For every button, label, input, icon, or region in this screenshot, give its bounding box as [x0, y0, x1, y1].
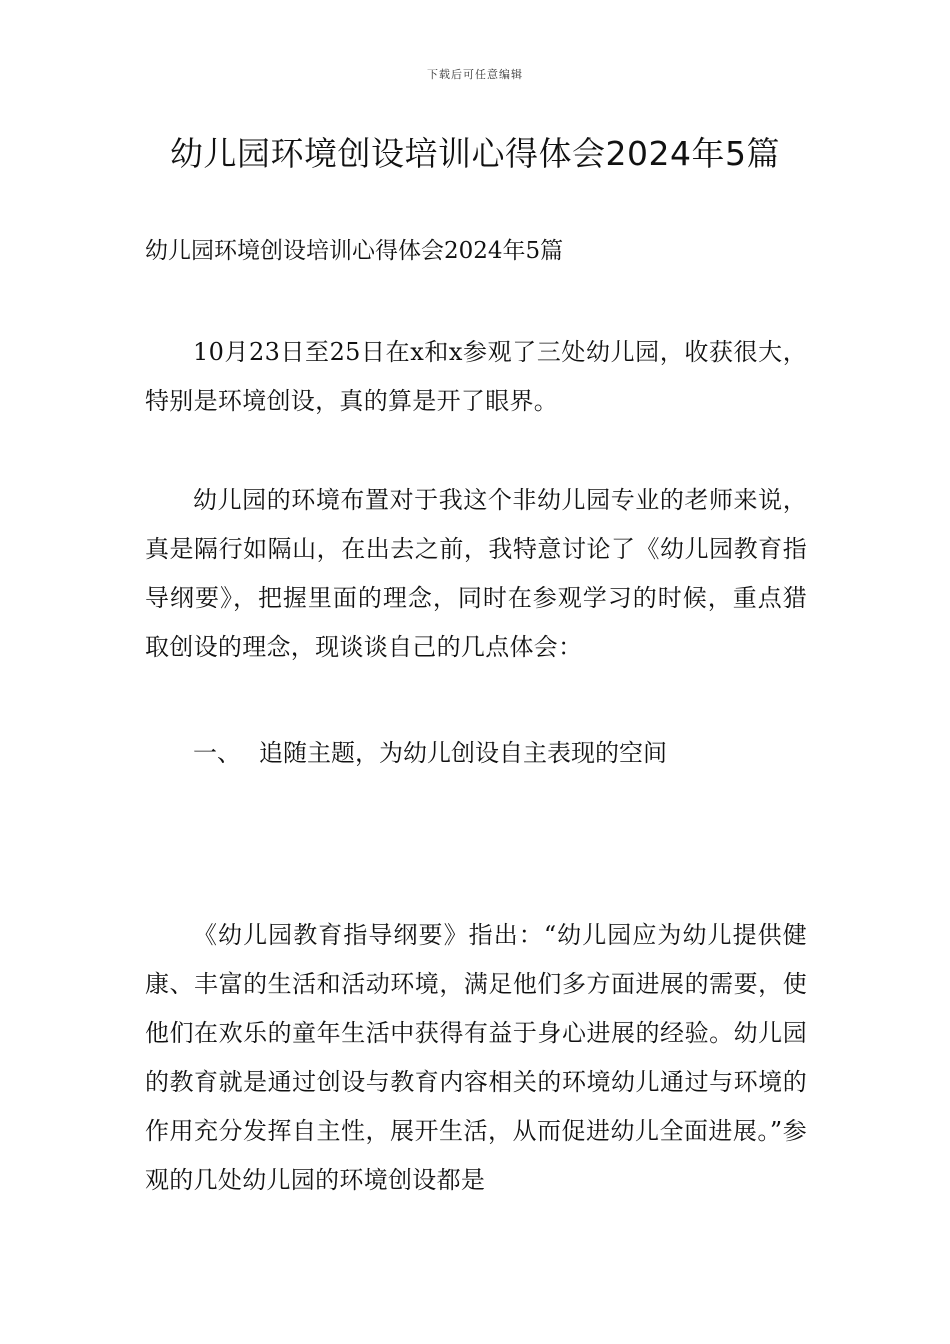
document-subtitle: 幼儿园环境创设培训心得体会2024年5篇: [145, 238, 564, 264]
header-note: 下载后可任意编辑: [427, 68, 523, 81]
paragraph-1: 10月23日至25日在x和x参观了三处幼儿园，收获很大，特别是环境创设，真的算是开了眼界。: [145, 338, 807, 415]
section-number: 一、: [193, 739, 241, 767]
document-title: 幼儿园环境创设培训心得体会2024年5篇: [170, 134, 780, 173]
paragraph-2: 幼儿园的环境布置对于我这个非幼儿园专业的老师来说，真是隔行如隔山，在出去之前，我特意讨论了《幼儿园教育指导纲要》，把握里面的理念，同时在参观学习的时候，重点猎取创设的理念，现谈谈自己的几点体会：: [145, 486, 807, 661]
paragraph-3: 《幼儿园教育指导纲要》指出：“幼儿园应为幼儿提供健康、丰富的生活和活动环境，满足他们多方面进展的需要，使他们在欢乐的童年生活中获得有益于身心进展的经验。幼儿园的教育就是通过创设与教育内容相关的环境幼儿通过与环境的作用充分发挥自主性，展开生活，从而促进幼儿全面进展。”参观的几处幼儿园的环境创设都是: [145, 921, 807, 1194]
section-heading-text: 追随主题，为幼儿创设自主表现的空间: [259, 739, 667, 767]
section-heading: [193, 733, 667, 768]
